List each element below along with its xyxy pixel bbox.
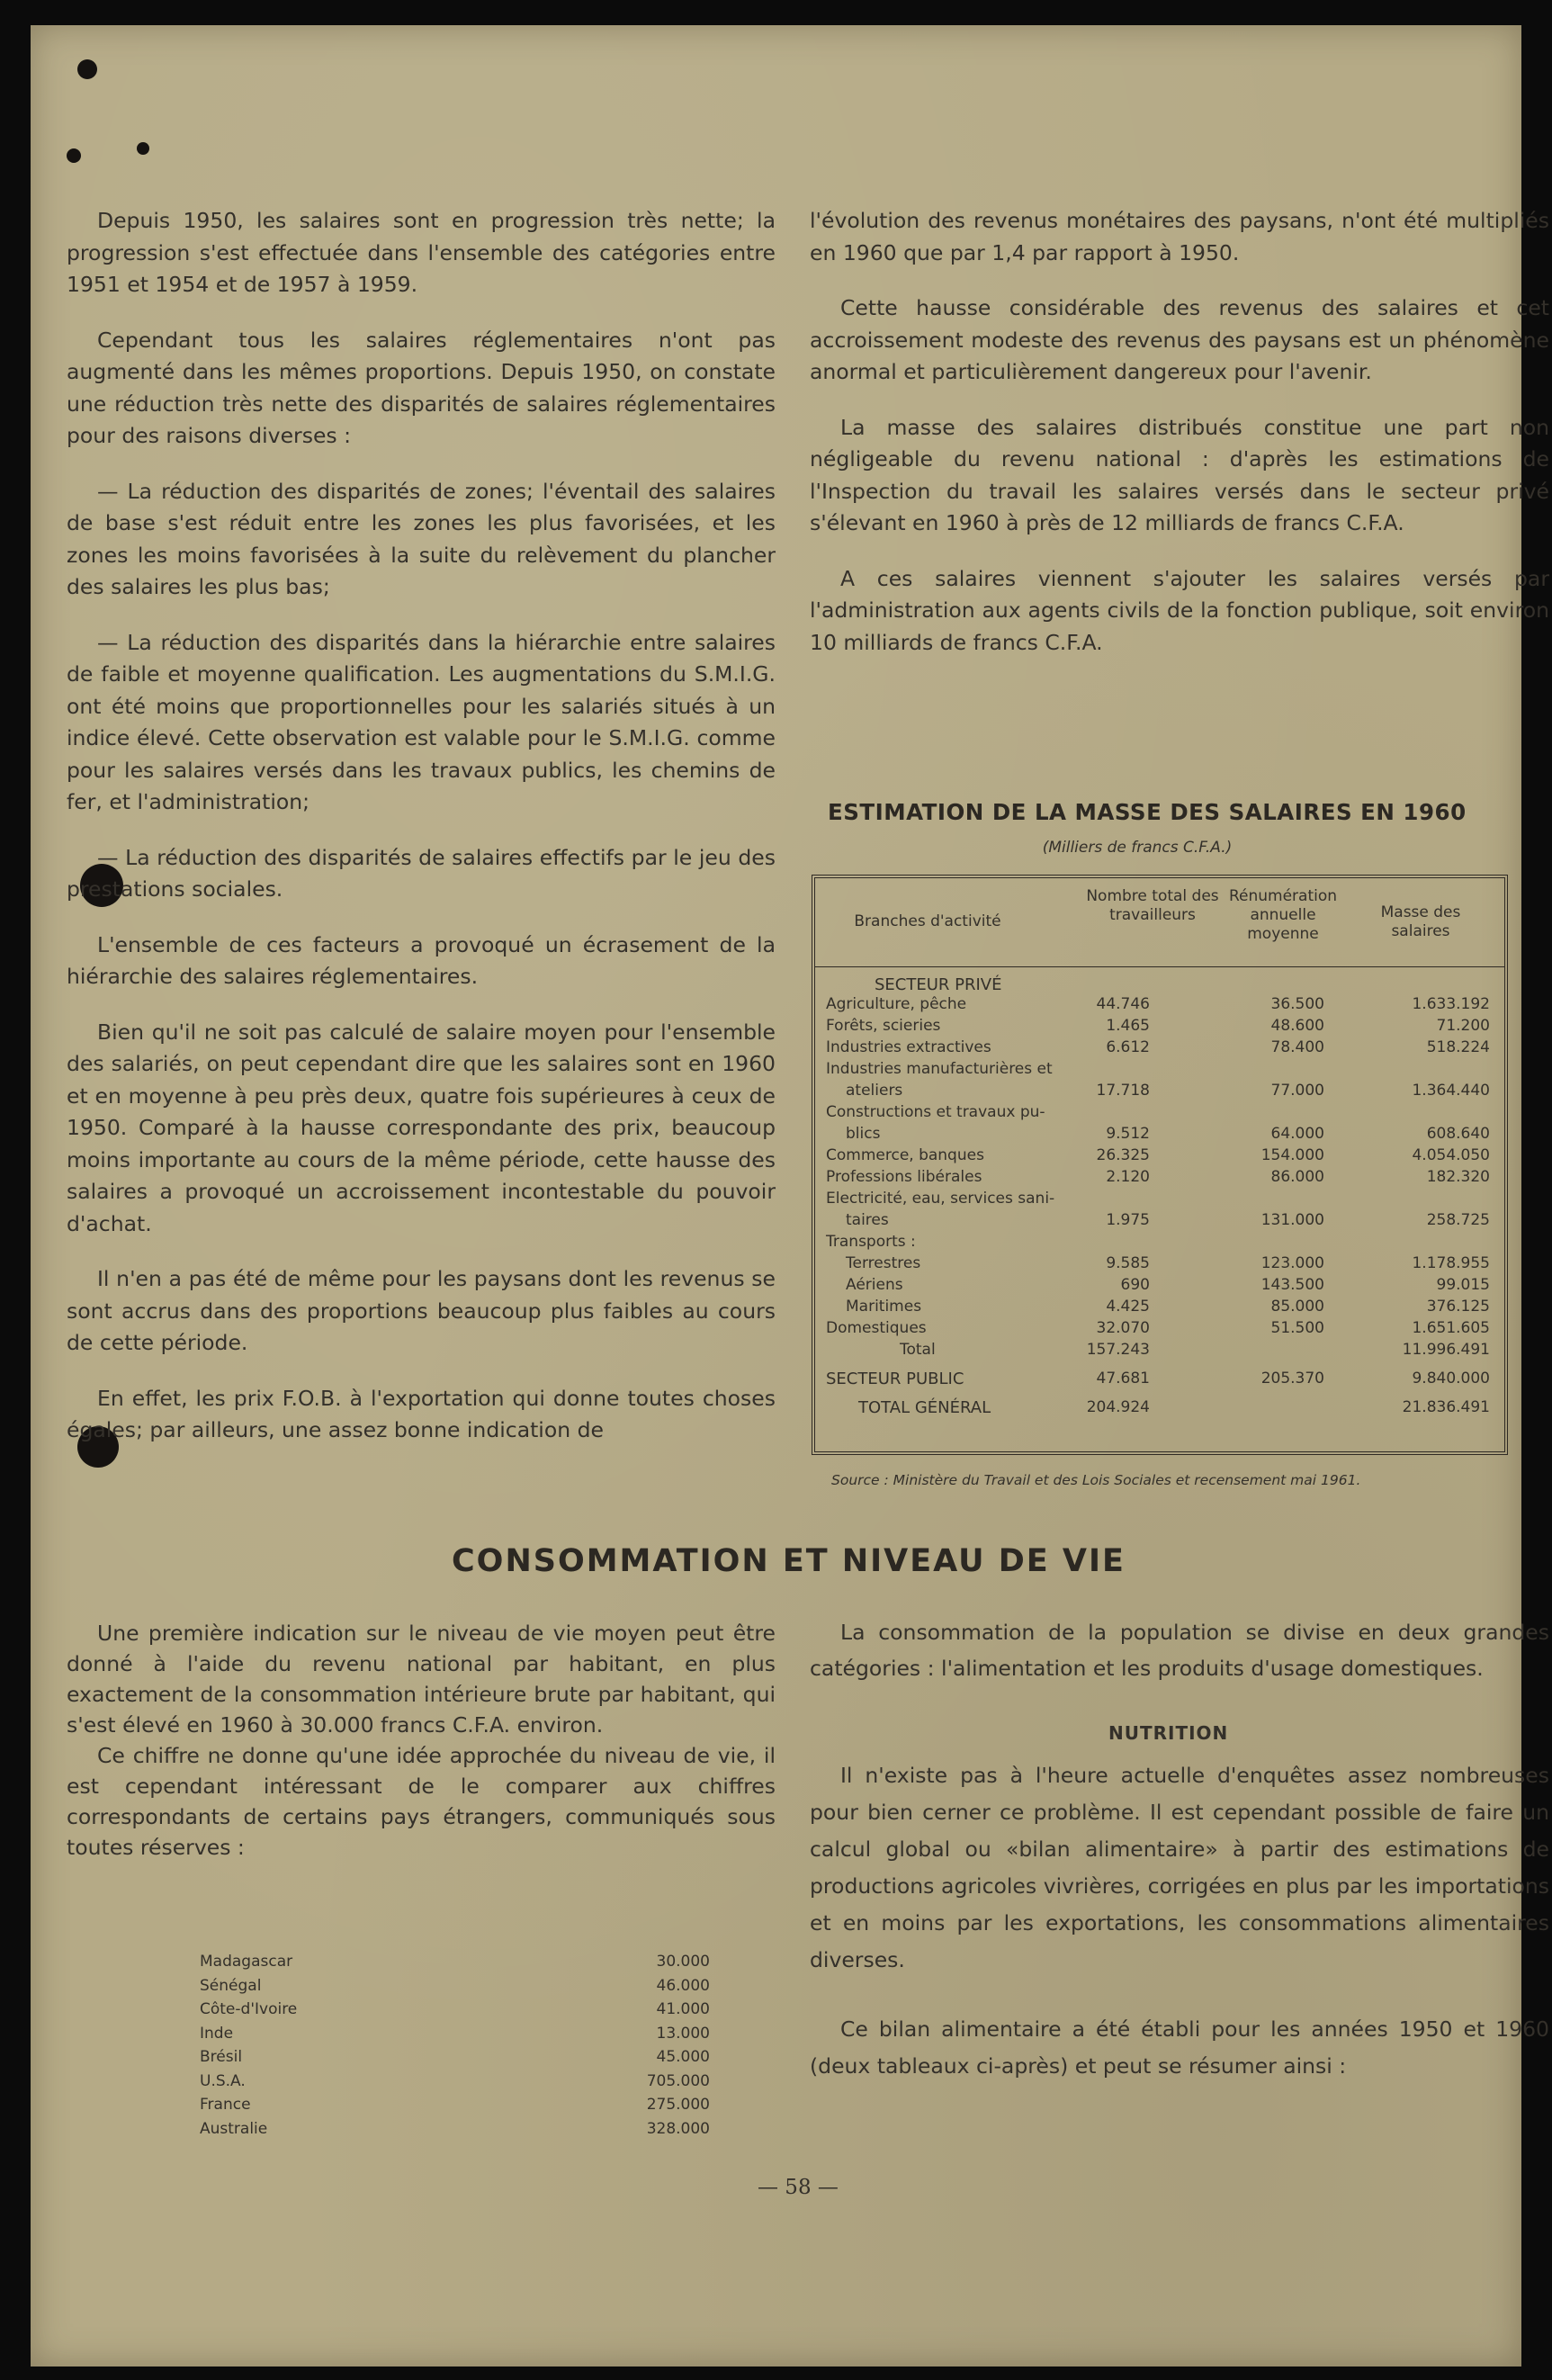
left-column-bottom [67,1618,776,1886]
page-number: — 58 — [758,2176,839,2199]
table-row-label: Forêts, scieries [826,1017,941,1035]
country-value: 275.000 [646,2096,710,2114]
table-row-label: Agriculture, pêche [826,995,967,1013]
country-name: Inde [200,2024,234,2043]
table-cell-mass: 4.054.050 [1412,1146,1490,1164]
salary-table [812,875,1508,1455]
country-name: Australie [200,2119,268,2138]
table-cell-remuneration: 48.600 [1270,1017,1324,1035]
table-row-label: taires [846,1211,889,1229]
right-column-bottom [810,1614,1549,1692]
country-value: 41.000 [656,2000,710,2018]
table-cell-workers: 17.718 [1096,1082,1150,1100]
table-row-label: Electricité, eau, services sani- [826,1190,1055,1208]
paragraph: A ces salaires viennent s'ajouter les salaires versés par l'administration aux agents civils de la fonction publique, soit environ 10 milliards de francs C.F.A. [810,565,1549,655]
header-branches: Branches d'activité [854,912,1001,930]
section-private-label: SECTEUR PRIVÉ [875,975,1002,994]
table-row-label: ateliers [846,1082,903,1100]
table-cell-remuneration: 131.000 [1260,1211,1324,1229]
document-page [31,25,1549,2367]
table-cell-workers: 4.425 [1106,1298,1150,1316]
table-cell-mass: 182.320 [1426,1168,1490,1186]
table-cell-remuneration: 85.000 [1270,1298,1324,1316]
country-name: Sénégal [200,1976,262,1995]
table-row-label: TOTAL GÉNÉRAL [858,1398,991,1417]
table-cell-remuneration: 77.000 [1270,1082,1324,1100]
country-name: Brésil [200,2048,243,2066]
table-cell-workers: 44.746 [1096,995,1150,1013]
country-name: Côte-d'Ivoire [200,2000,298,2018]
country-name: U.S.A. [200,2071,246,2090]
table-cell-workers: 1.465 [1106,1017,1150,1035]
table-cell-remuneration: 51.500 [1270,1319,1324,1337]
country-name: France [200,2096,251,2114]
country-value: 45.000 [656,2048,710,2066]
table-cell-mass: 11.996.491 [1402,1341,1490,1359]
section-title: CONSOMMATION ET NIVEAU DE VIE [452,1543,1126,1579]
nutrition-heading: NUTRITION [1108,1722,1229,1744]
country-value: 328.000 [646,2119,710,2138]
table-cell-mass: 608.640 [1426,1125,1490,1143]
table-cell-remuneration: 123.000 [1260,1254,1324,1272]
table-row-label: Commerce, banques [826,1146,984,1164]
country-value: 13.000 [656,2024,710,2043]
table-row-label: SECTEUR PUBLIC [826,1370,964,1388]
table-cell-workers: 32.070 [1096,1319,1150,1337]
table-cell-mass: 518.224 [1426,1038,1490,1056]
table-cell-mass: 99.015 [1436,1276,1490,1294]
table-cell-workers: 690 [1120,1276,1150,1294]
table-row-label: Terrestres [846,1254,921,1272]
punch-hole [137,142,149,155]
table-cell-mass: 258.725 [1426,1211,1490,1229]
paragraph: — La réduction des disparités dans la hiérarchie entre salaires de faible et moyenne qualification. Les augmentations du S.M.I.G. ont été moins que proportionnelles pour les salariés situés à un indice élevé. Cette observation est valable pour le S.M.I.G. comme pour les salaires versés dans les travaux publics, les chemins de fer, et l'administration; [67,629,776,814]
table-cell-mass: 21.836.491 [1402,1398,1490,1416]
punch-hole [77,59,97,79]
table-cell-workers: 26.325 [1096,1146,1150,1164]
table-source: Source : Ministère du Travail et des Lois Sociales et recensement mai 1961. [831,1472,1361,1488]
table-cell-workers: 157.243 [1086,1341,1150,1359]
header-workers: Nombre total des travailleurs [1086,887,1219,924]
paragraph: Ce bilan alimentaire a été établi pour les années 1950 et 1960 (deux tableaux ci-après) et peut se résumer ainsi : [810,2016,1549,2079]
paragraph: Cependant tous les salaires réglementaires n'ont pas augmenté dans les mêmes proportions. Depuis 1950, on constate une réduction très nette des disparités de salaires réglementaires pour des raisons diverses : [67,327,776,448]
paragraph: En effet, les prix F.O.B. à l'exportation qui donne toutes choses égales; par ailleurs, une assez bonne indication de [67,1385,776,1442]
paragraph: Une première indication sur le niveau de vie moyen peut être donné à l'aide du revenu national par habitant, en plus exactement de la consommation intérieure brute par habitant, qui s'est élevé en 1960 à 30.000 francs C.F.A. environ. [67,1621,776,1738]
paragraph: La consommation de la population se divise en deux grandes catégories : l'alimentation et les produits d'usage domestiques. [810,1620,1549,1681]
left-column-top [67,205,776,1447]
paragraph: Bien qu'il ne soit pas calculé de salaire moyen pour l'ensemble des salariés, on peut cependant dire que les salaires sont en 1960 et en moyenne à peu près deux, quatre fois supérieures à ceux de 1950. Comparé à la hausse correspondante des prix, beaucoup moins importante au cours de la même période, cette hausse des salaires a provoqué un accroissement incontestable du pouvoir d'achat. [67,1019,776,1236]
table-row-label: Total [900,1341,936,1359]
table-header [815,878,1504,967]
country-value: 705.000 [646,2071,710,2090]
paragraph: Il n'en a pas été de même pour les paysans dont les revenus se sont accrus dans des proportions beaucoup plus faibles au cours de cette période. [67,1266,776,1355]
paragraph: Depuis 1950, les salaires sont en progression très nette; la progression s'est effectuée dans l'ensemble des catégories entre 1951 et 1954 et de 1957 à 1959. [67,208,776,297]
paragraph: Ce chiffre ne donne qu'une idée approchée du niveau de vie, il est cependant intéressant de le comparer aux chiffres correspondants de certains pays étrangers, communiqués sous toutes réserves : [67,1743,776,1860]
table-row-label: blics [846,1125,881,1143]
table-cell-remuneration: 205.370 [1260,1370,1324,1388]
table-row-label: Transports : [826,1233,916,1251]
header-mass: Masse des salaires [1380,903,1461,940]
table-cell-workers: 9.512 [1106,1125,1150,1143]
table-cell-workers: 6.612 [1106,1038,1150,1056]
table-cell-remuneration: 78.400 [1270,1038,1324,1056]
table-cell-mass: 1.178.955 [1412,1254,1490,1272]
country-value: 30.000 [656,1953,710,1971]
country-name: Madagascar [200,1953,293,1971]
header-remuneration: Rénumération annuelle moyenne [1228,887,1338,943]
table-cell-remuneration: 64.000 [1270,1125,1324,1143]
table-cell-mass: 1.633.192 [1412,995,1490,1013]
table-row-label: Domestiques [826,1319,927,1337]
paragraph: — La réduction des disparités de salaires effectifs par le jeu des prestations sociales. [67,844,776,902]
punch-hole [67,148,81,163]
table-row-label: Professions libérales [826,1168,982,1186]
table-row-label: Industries manufacturières et [826,1060,1053,1078]
paragraph: l'évolution des revenus monétaires des paysans, n'ont été multipliés en 1960 que par 1,4 par rapport à 1950. [810,208,1549,265]
paragraph: — La réduction des disparités de zones; l'éventail des salaires de base s'est réduit entre les zones les plus favorisées, et les zones les moins favorisées à la suite du relèvement du plancher des salaires les plus bas; [67,478,776,599]
table-cell-workers: 204.924 [1086,1398,1150,1416]
table-subtitle: (Milliers de francs C.F.A.) [1042,839,1233,857]
table-cell-workers: 9.585 [1106,1254,1150,1272]
table-cell-remuneration: 86.000 [1270,1168,1324,1186]
table-cell-remuneration: 154.000 [1260,1146,1324,1164]
table-row-label: Constructions et travaux pu- [826,1103,1045,1121]
table-cell-mass: 9.840.000 [1412,1370,1490,1388]
right-column-top [810,205,1549,682]
table-cell-workers: 47.681 [1096,1370,1150,1388]
paragraph: L'ensemble de ces facteurs a provoqué un écrasement de la hiérarchie des salaires réglementaires. [67,931,776,989]
table-cell-workers: 2.120 [1106,1168,1150,1186]
paragraph: Il n'existe pas à l'heure actuelle d'enquêtes assez nombreuses pour bien cerner ce problème. Il est cependant possible de faire un calcul global ou «bilan alimentaire» à partir des estimations de productions agricoles vivrières, corrigées en plus par les importations et en moins par les exportations, les consommations alimentaires diverses. [810,1763,1549,1972]
table-row-label: Industries extractives [826,1038,991,1056]
table-cell-mass: 1.651.605 [1412,1319,1490,1337]
country-value: 46.000 [656,1976,710,1995]
paragraph: Cette hausse considérable des revenus des salaires et cet accroissement modeste des revenus des paysans est un phénomène anormal et particulièrement dangereux pour l'avenir. [810,295,1549,384]
table-row-label: Aériens [846,1276,903,1294]
table-cell-mass: 71.200 [1436,1017,1490,1035]
table-cell-remuneration: 143.500 [1260,1276,1324,1294]
table-cell-mass: 376.125 [1426,1298,1490,1316]
paragraph: La masse des salaires distribués constitue une part non négligeable du revenu national : d'après les estimations de l'Inspection du travail les salaires versés dans le secteur privé s'élevant en 1960 à près de 12 milliards de francs C.F.A. [810,414,1549,535]
table-cell-remuneration: 36.500 [1270,995,1324,1013]
table-cell-mass: 1.364.440 [1412,1082,1490,1100]
table-cell-workers: 1.975 [1106,1211,1150,1229]
right-column-bottom-body [810,1757,1549,2108]
table-row-label: Maritimes [846,1298,922,1316]
table-title: ESTIMATION DE LA MASSE DES SALAIRES EN 1960 [828,799,1467,825]
